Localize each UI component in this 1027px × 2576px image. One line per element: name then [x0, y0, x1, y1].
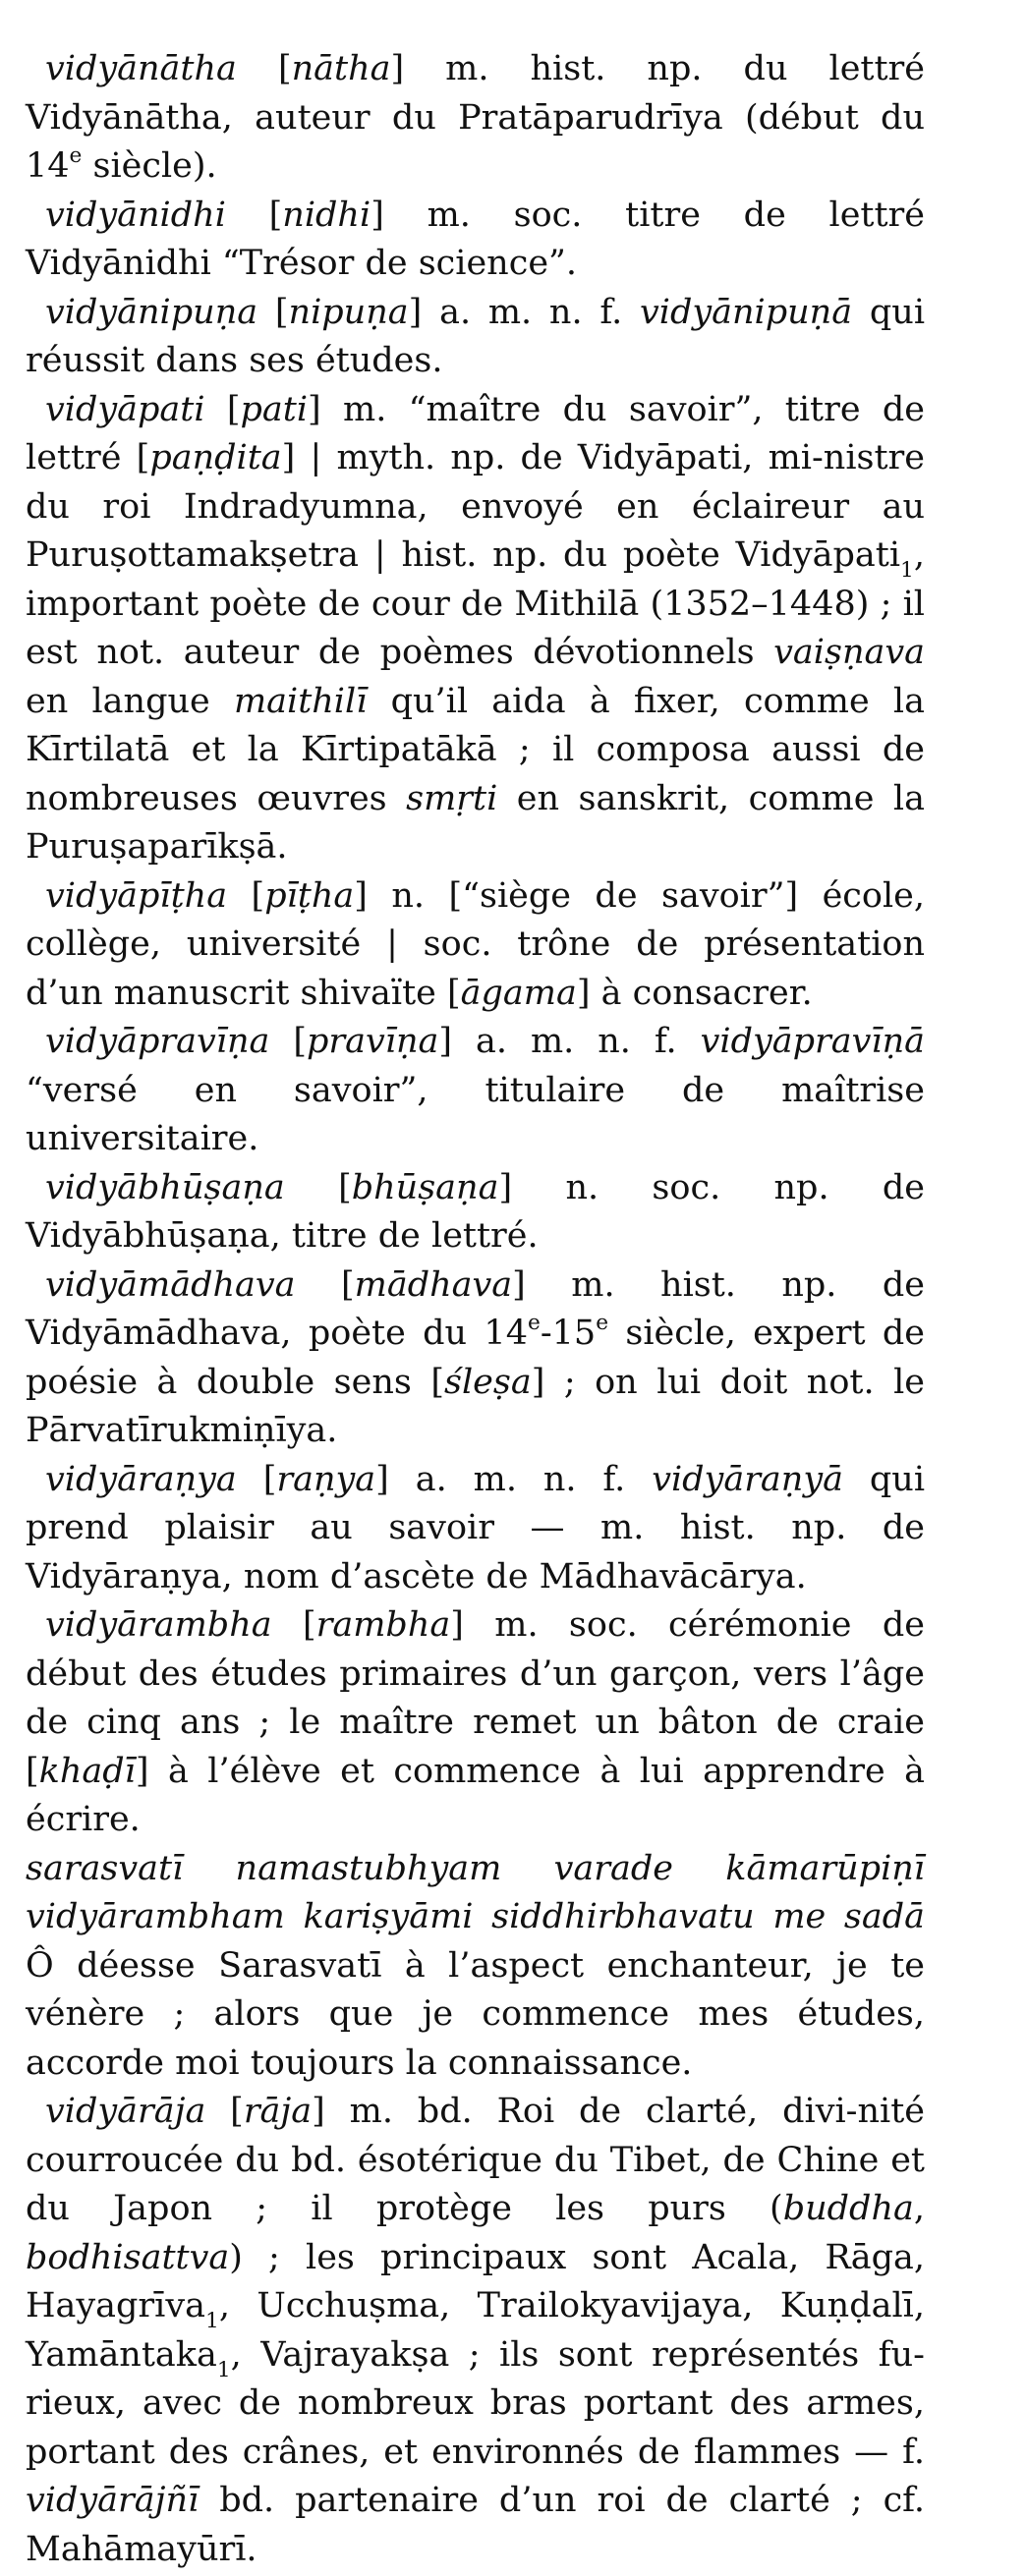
verse-text: sarasvatī namastubhyam varade kāmarūpiṇī [26, 1848, 925, 1888]
entry-vidyamadhava: vidyāmādhava [mādhava] m. hist. np. de Vidyāmādhava, poète du 14e-15e siècle, expert de poésie à double sens [śleṣa] ; on lui doit not. le Pārvatīrukmiṇīya. [26, 1264, 925, 1450]
entry-definition: m. soc. titre de lettré Vidyānidhi “Trésor de science”. [26, 195, 926, 283]
verse-line-2 [26, 1893, 925, 1942]
entry-root: rambha [315, 1605, 451, 1645]
entry-root: rāja [243, 2092, 313, 2131]
entry-root: pīṭha [264, 875, 355, 916]
entry-vidyanatha: vidyānātha [nātha] m. hist. np. du lettré Vidyānātha, auteur du Pratāparudrīya (début du 14e siècle). [26, 49, 925, 186]
entry-definition: m. hist. np. du lettré Vidyānātha, auteur du Pratāparudrīya (début du 14e siècle). [26, 49, 925, 186]
entry-headword: vidyānātha [45, 49, 237, 88]
entry-root: raṇya [276, 1459, 376, 1499]
entry-vidyabhusana: vidyābhūṣaṇa [bhūṣaṇa] n. soc. np. de Vidyābhūṣaṇa, titre de lettré. [26, 1167, 926, 1256]
entry-root: mādhava [354, 1264, 513, 1305]
entry-vidyapitha: vidyāpīṭha [pīṭha] n. [“siège de savoir”] école, collège, université | soc. trône de présentation d’un manuscrit shivaïte [āgama] à consacrer. [26, 875, 925, 1013]
entry-root: nipuṇa [288, 292, 409, 332]
entry-root: pravīṇa [307, 1022, 439, 1061]
entry-definition: a. m. n. f. vidyānipuṇā qui réussit dans ses études. [26, 292, 926, 380]
entry-vidyapravina: vidyāpravīṇa [pravīṇa] a. m. n. f. vidyāpravīṇā “versé en savoir”, titulaire de maîtrise universitaire. [26, 1022, 925, 1158]
dictionary-page [26, 45, 925, 2574]
entry-root: pati [240, 389, 309, 429]
entry-headword: vidyārāja [45, 2092, 206, 2131]
entry-definition: m. hist. np. de Vidyāmādhava, poète du 14e-15e siècle, expert de poésie à double sens [śleṣa] ; on lui doit not. le Pārvatīrukmiṇīya. [26, 1264, 925, 1450]
verse-text: vidyārambham kariṣyāmi siddhirbhavatu me sadā [26, 1897, 925, 1936]
entry-definition: n. [“siège de savoir”] école, collège, université | soc. trône de présentation d’un manuscrit shivaïte [āgama] à consacrer. [26, 875, 925, 1013]
entry-definition: m. soc. cérémonie de début des études primaires d’un garçon, vers l’âge de cinq ans ; le maître remet un bâton de craie [khaḍī] à l’élève et commence à lui apprendre à écrire. [26, 1605, 925, 1839]
entry-vidyanidhi: vidyānidhi [nidhi] m. soc. titre de lettré Vidyānidhi “Trésor de science”. [26, 195, 926, 283]
entry-definition: m. “maître du savoir”, titre de lettré [paṇḍita] | myth. np. de Vidyāpati, mi-nistre du roi Indradyumna, envoyé en éclaireur au Puruṣottamakṣetra | hist. np. du poète Vidyāpati$_1$, important poète de cour de Mithilā (1352–1448) ; il est not. auteur de poèmes dévotionnels vaiṣṇava en langue maithilī qu’il aida à fixer, comme la Kīrtilatā et la Kīrtipatākā ; il composa aussi de nombreuses œuvres smṛti en sanskrit, comme la Puruṣaparīkṣā. [26, 389, 925, 867]
entry-headword: vidyāpīṭha [45, 875, 228, 916]
entry-headword: vidyāpravīṇa [45, 1022, 270, 1061]
entry-headword: vidyāpati [45, 389, 205, 429]
verse-translation: Ô déesse Sarasvatī à l’aspect enchanteur, je te vénère ; alors que je commence mes études, accorde moi toujours la connaissance. [26, 1945, 925, 2083]
entry-headword: vidyānipuṇa [45, 292, 258, 332]
entry-definition: a. m. n. f. vidyāpravīṇā “versé en savoir”, titulaire de maîtrise universitaire. [26, 1022, 925, 1158]
entry-vidyapati: vidyāpati [pati] m. “maître du savoir”, titre de lettré [paṇḍita] | myth. np. de Vidyāpati, mi-nistre du roi Indradyumna, envoyé en éclaireur au Puruṣottamakṣetra | hist. np. du poète Vidyāpati$_1$, important poète de cour de Mithilā (1352–1448) ; il est not. auteur de poèmes dévotionnels vaiṣṇava en langue maithilī qu’il aida à fixer, comme la Kīrtilatā et la Kīrtipatākā ; il composa aussi de nombreuses œuvres smṛti en sanskrit, comme la Puruṣaparīkṣā. [26, 389, 925, 867]
entry-vidyarambha: vidyārambha [rambha] m. soc. cérémonie de début des études primaires d’un garçon, vers l’âge de cinq ans ; le maître remet un bâton de craie [khaḍī] à l’élève et commence à lui apprendre à écrire. [26, 1605, 925, 1839]
entry-root: nātha [291, 49, 391, 88]
entry-root: nidhi [282, 195, 371, 235]
entry-headword: vidyānidhi [45, 195, 226, 235]
entry-root: bhūṣaṇa [351, 1167, 499, 1207]
entry-definition: a. m. n. f. vidyāraṇyā qui prend plaisir au savoir — m. hist. np. de Vidyāraṇya, nom d’ascète de Mādhavācārya. [26, 1459, 926, 1596]
entry-vidyaraja: vidyārāja [rāja] m. bd. Roi de clarté, divi-nité courroucée du bd. ésotérique du Tibet, de Chine et du Japon ; il protège les purs (buddha, bodhisattva) ; les principaux sont Acala, Rāga, Hayagrīva$_1$, Ucchuṣma, Trailokyavijaya, Kuṇḍalī, Yamāntaka$_1$, Vajrayakṣa ; ils sont représentés fu-rieux, avec de nombreux bras portant des armes, portant des crânes, et environnés de flammes — f. vidyārājñī bd. partenaire d’un roi de clarté ; cf. Mahāmayūrī. [26, 2092, 926, 2569]
verse-line-1 [26, 1845, 925, 1894]
entry-headword: vidyārambha [45, 1605, 272, 1645]
entry-definition: m. bd. Roi de clarté, divi-nité courroucée du bd. ésotérique du Tibet, de Chine et du Japon ; il protège les purs (buddha, bodhisattva) ; les principaux sont Acala, Rāga, Hayagrīva$_1$, Ucchuṣma, Trailokyavijaya, Kuṇḍalī, Yamāntaka$_1$, Vajrayakṣa ; ils sont représentés fu-rieux, avec de nombreux bras portant des armes, portant des crânes, et environnés de flammes — f. vidyārājñī bd. partenaire d’un roi de clarté ; cf. Mahāmayūrī. [26, 2092, 926, 2569]
entry-vidyaranya: vidyāraṇya [raṇya] a. m. n. f. vidyāraṇyā qui prend plaisir au savoir — m. hist. np. de Vidyāraṇya, nom d’ascète de Mādhavācārya. [26, 1459, 926, 1596]
entry-definition: n. soc. np. de Vidyābhūṣaṇa, titre de lettré. [26, 1167, 926, 1256]
entry-vidyanipuna: vidyānipuṇa [nipuṇa] a. m. n. f. vidyānipuṇā qui réussit dans ses études. [26, 292, 926, 380]
entry-headword: vidyābhūṣaṇa [45, 1167, 285, 1207]
entry-headword: vidyāmādhava [45, 1264, 296, 1305]
entry-headword: vidyāraṇya [45, 1459, 237, 1499]
